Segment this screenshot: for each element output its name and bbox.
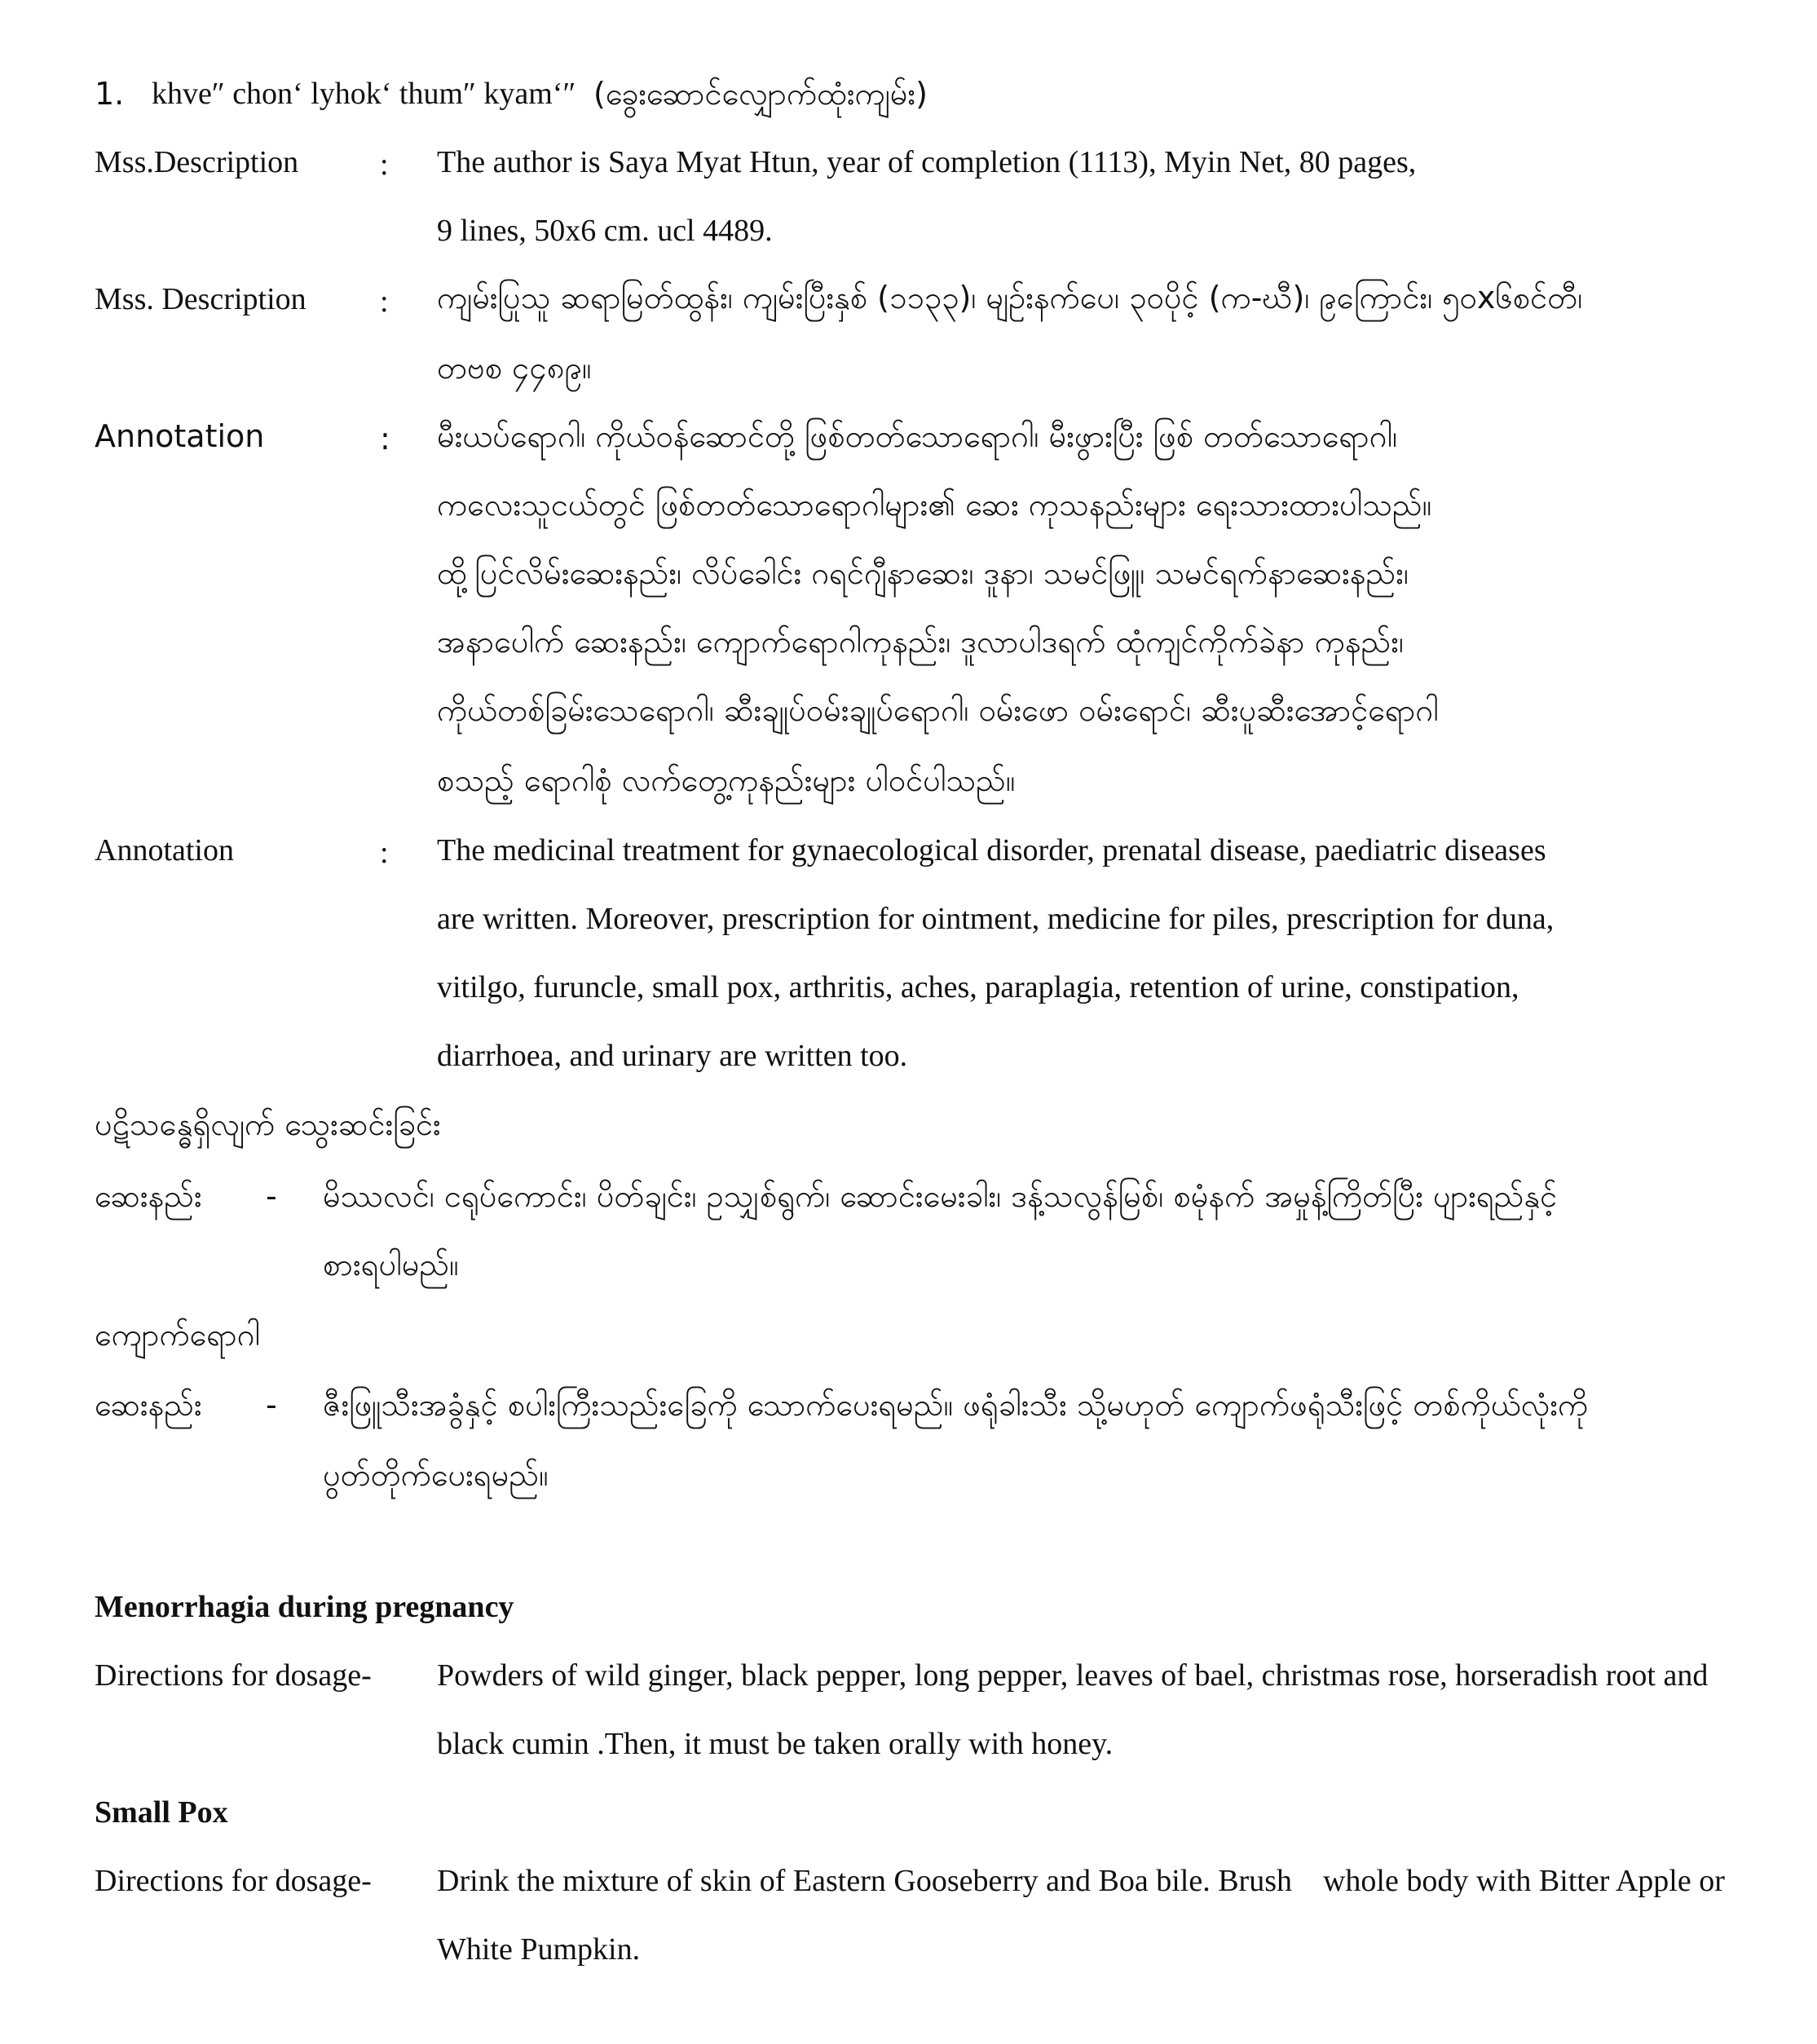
remedy-label: ဆေးနည်း <box>95 1178 202 1214</box>
annotation-en-line: are written. Moreover, prescription for ointment, medicine for piles, prescription for duna, <box>437 902 1555 936</box>
mss-en-line: 9 lines, 50x6 cm. ucl 4489. <box>437 214 773 248</box>
section-heading-english: Menorrhagia during pregnancy <box>95 1590 514 1624</box>
annotation-en-line: The medicinal treatment for gynaecological disorder, prenatal disease, paediatric diseases <box>437 833 1546 867</box>
annotation-en-colon: : <box>380 836 389 870</box>
mss-my-line: ကျမ်းပြုသူ ဆရာမြတ်ထွန်း၊ ကျမ်းပြီးနှစ် (၁၁၃၃)၊ မျဉ်းနက်ပေ၊ ၃၀ပိုင့် (က-ဃီ)၊ ၉ကြောင်း၊ ၅၀x၆စင်တီ၊ <box>437 280 1583 316</box>
mss-my-colon: : <box>380 285 389 319</box>
remedy-line: ပွတ်တိုက်ပေးရမည်။ <box>323 1457 549 1493</box>
section-heading-english: Small Pox <box>95 1795 228 1830</box>
mss-en-colon: : <box>380 148 389 182</box>
annotation-my-line: ထို့ပြင်လိမ်းဆေးနည်း၊ လိပ်ခေါင်း ဂရင်ဂျီနာဆေး၊ ဒူနာ၊ သမင်ဖြူ၊ သမင်ရက်နာဆေးနည်း၊ <box>437 555 1409 591</box>
mss-en-line: The author is Saya Myat Htun, year of completion (1113), Myin Net, 80 pages, <box>437 145 1417 179</box>
annotation-my-line: ကလေးသူငယ်တွင် ဖြစ်တတ်သောရောဂါများ၏ ဆေး ကုသနည်းများ ရေးသားထားပါသည်။ <box>437 487 1432 523</box>
section-heading-myanmar: ပဋိသန္ဓေရှိလျက် သွေးဆင်းခြင်း <box>95 1106 441 1142</box>
direction-label: Directions for dosage- <box>95 1864 372 1898</box>
annotation-en-line: vitilgo, furuncle, small pox, arthritis, aches, paraplagia, retention of urine, constipation, <box>437 970 1519 1004</box>
mss-en-label: Mss.Description <box>95 145 299 179</box>
entry-title-romanized: khve″ chon‘ lyhok‘ thum″ kyam‘″ <box>152 77 576 111</box>
annotation-my-colon: : <box>380 421 390 457</box>
annotation-en-line: diarrhoea, and urinary are written too. <box>437 1039 908 1073</box>
direction-label: Directions for dosage- <box>95 1658 372 1693</box>
remedy-label: ဆေးနည်း <box>95 1387 202 1423</box>
direction-line: black cumin .Then, it must be taken orally with honey. <box>437 1727 1114 1761</box>
direction-line: White Pumpkin. <box>437 1932 641 1967</box>
annotation-en-label: Annotation <box>95 833 234 867</box>
annotation-my-line: ကိုယ်တစ်ခြမ်းသေရောဂါ၊ ဆီးချုပ်ဝမ်းချုပ်ရောဂါ၊ ဝမ်းဖော ဝမ်းရောင်၊ ဆီးပူဆီးအောင့်ရောဂါ <box>437 692 1439 728</box>
annotation-my-line: အနာပေါက် ဆေးနည်း၊ ကျောက်ရောဂါကုနည်း၊ ဒူလာပါဒရက် ထုံကျင်ကိုက်ခဲနာ ကုနည်း၊ <box>437 624 1404 660</box>
direction-line: Drink the mixture of skin of Eastern Gooseberry and Boa bile. Brush whole body with Bitter Apple or <box>437 1864 1725 1898</box>
remedy-line: မိဿလင်၊ ငရုပ်ကောင်း၊ ပိတ်ချင်း၊ ဥသျှစ်ရွက်၊ ဆောင်းမေးခါး၊ ဒန့်သလွန်မြစ်၊ စမုံနက် အမှုန့်ကြိတ်ပြီး ပျားရည်နှင့် <box>323 1178 1558 1214</box>
mss-my-label: Mss. Description <box>95 282 307 316</box>
remedy-line: ဇီးဖြူသီးအခွံနှင့် စပါးကြီးသည်းခြေကို သောက်ပေးရမည်။ ဖရုံခါးသီး သို့မဟုတ် ကျောက်ဖရုံသီးဖြင့် တစ်ကိုယ်လုံးကို <box>323 1387 1589 1423</box>
mss-my-line: တဗစ ၄၄၈၉။ <box>437 350 592 386</box>
remedy-line: စားရပါမည်။ <box>323 1247 459 1282</box>
entry-number: 1. <box>95 76 125 112</box>
direction-line: Powders of wild ginger, black pepper, long pepper, leaves of bael, christmas rose, horseradish root and <box>437 1658 1709 1693</box>
annotation-my-line: စသည့် ရောဂါစုံ လက်တွေ့ကုနည်းများ ပါဝင်ပါသည်။ <box>437 762 1016 798</box>
annotation-my-label: Annotation <box>95 418 265 454</box>
remedy-dash: - <box>266 1387 277 1423</box>
remedy-dash: - <box>266 1178 277 1214</box>
entry-title-myanmar: (ခွေးဆောင်လျှောက်ထုံးကျမ်း) <box>593 76 928 112</box>
subheading-myanmar: ကျောက်ရောဂါ <box>95 1317 260 1353</box>
annotation-my-line: မီးယပ်ရောဂါ၊ ကိုယ်ဝန်ဆောင်တို့ ဖြစ်တတ်သောရောဂါ၊ မီးဖွားပြီး ဖြစ် တတ်သောရောဂါ၊ <box>437 418 1398 454</box>
